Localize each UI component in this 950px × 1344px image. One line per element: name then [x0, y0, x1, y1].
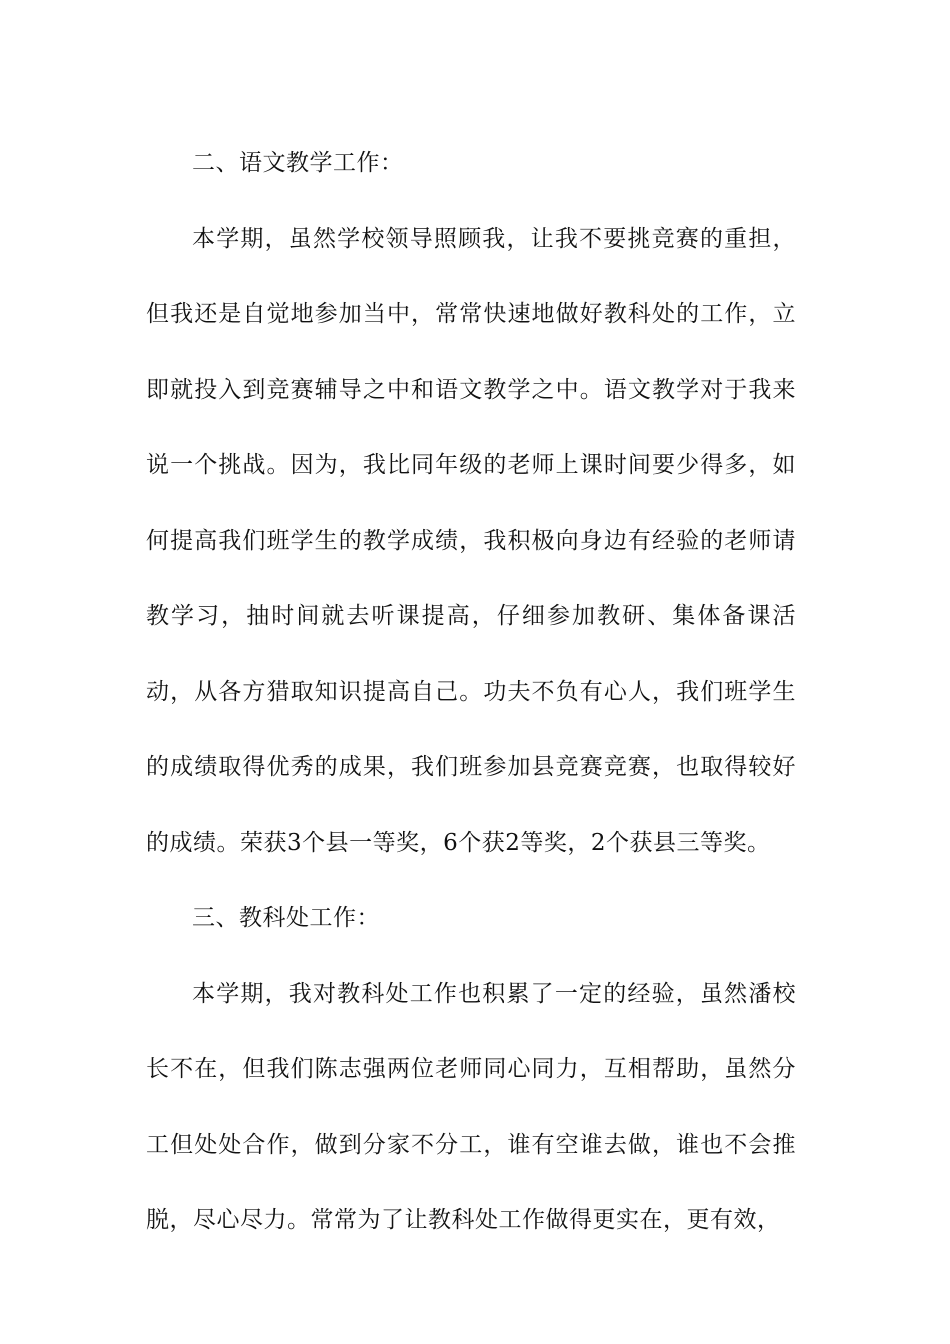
section-heading-research-office: 三、教科处工作：: [192, 905, 380, 931]
paragraph-chinese-teaching: 本学期，虽然学校领导照顾我，让我不要挑竞赛的重担，但我还是自觉地参加当中，常常快速地做好教科处的工作，立即就投入到竞赛辅导之中和语文教学之中。语文教学对于我来说一个挑战。因为，我比同年级的老师上课时间要少得多，如何提高我们班学生的教学成绩，我积极向身边有经验的老师请教学习，抽时间就去听课提高，仔细参加教研、集体备课活动，从各方猎取知识提高自己。功夫不负有心人，我们班学生的成绩取得优秀的成果，我们班参加县竞赛竞赛，也取得较好的成绩。荣获3个县一等奖，6个获2等奖，2个获县三等奖。: [146, 225, 796, 856]
paragraph-research-office: 本学期，我对教科处工作也积累了一定的经验，虽然潘校长不在，但我们陈志强两位老师同心同力，互相帮助，虽然分工但处处合作，做到分家不分工，谁有空谁去做，谁也不会推脱，尽心尽力。常常为了让教科处工作做得更实在，更有效，: [146, 980, 796, 1233]
document-body: [146, 126, 796, 1259]
section-heading-chinese-teaching: 二、语文教学工作：: [192, 150, 404, 176]
